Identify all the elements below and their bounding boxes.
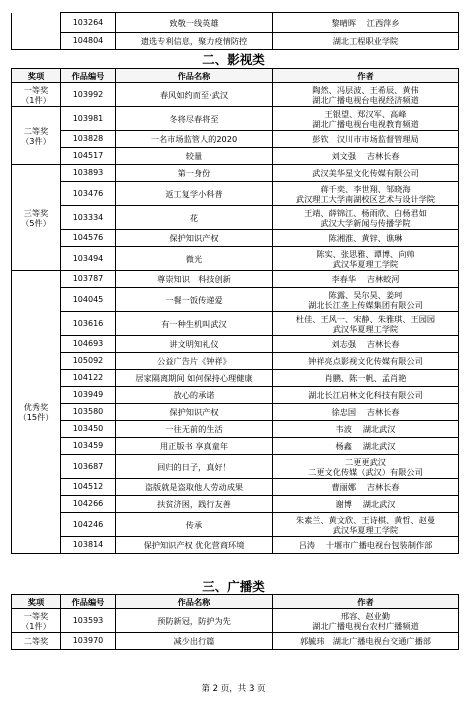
- section-title-radio: 三、广播类: [202, 579, 265, 594]
- table-row: [12, 182, 459, 206]
- work-id-cell: 104804: [61, 33, 116, 50]
- table-row: [12, 353, 459, 370]
- title-header: 作品名称: [116, 69, 273, 83]
- table-row: [12, 455, 459, 479]
- author-cell: 陈露、吴尔昊、姜珂 湖北长江垄上传媒集团有限公司: [273, 288, 459, 312]
- work-title-cell: 盗版就是盗取他人劳动成果: [116, 479, 273, 496]
- author-cell: 彭钦 汉川市市场监督管理局: [273, 131, 459, 148]
- work-title-cell: 预防新冠，防护为先: [116, 609, 273, 633]
- table-row: [12, 513, 459, 537]
- work-title-cell: 一往无前的生活: [116, 421, 273, 438]
- author-cell: 黎晴晖 江西萍乡: [273, 13, 459, 33]
- author-cell: 王靖、薛锦江、杨雨欣、白杨君如 武汉大学新闻与传播学院: [273, 206, 459, 230]
- work-title-cell: 回归的日子，真好！: [116, 455, 273, 479]
- award-cell: 一等奖 （1件）: [12, 83, 61, 107]
- author-cell: 王银望、郑汉军、高峰 湖北广播电视台电视教育频道: [273, 107, 459, 131]
- author-cell: 湖北工程职业学院: [273, 33, 459, 50]
- work-id-cell: 103981: [61, 107, 116, 131]
- work-id-cell: 103264: [61, 13, 116, 33]
- table-row: [12, 370, 459, 387]
- work-id-cell: 104512: [61, 479, 116, 496]
- author-cell: 刘文强 吉林长春: [273, 148, 459, 165]
- work-title-cell: 讲文明知礼仪: [116, 336, 273, 353]
- work-id-cell: 103893: [61, 165, 116, 182]
- author-header: 作者: [273, 69, 459, 83]
- table-row: [12, 479, 459, 496]
- author-cell: 陈实、张思雅、谭博、向帅 武汉华夏理工学院: [273, 247, 459, 271]
- work-id-cell: 104693: [61, 336, 116, 353]
- work-id-cell: 103334: [61, 206, 116, 230]
- work-id-cell: 103459: [61, 438, 116, 455]
- award-header: 奖项: [12, 595, 61, 609]
- award-cell: 优秀奖 （15件）: [12, 271, 61, 554]
- work-title-cell: 花: [116, 206, 273, 230]
- work-title-cell: 扶贫济困，践行友善: [116, 496, 273, 513]
- work-id-cell: 104122: [61, 370, 116, 387]
- table-row: [12, 537, 459, 554]
- work-id-cell: 103970: [61, 633, 116, 650]
- work-title-cell: 一名市场监管人的2020: [116, 131, 273, 148]
- award-header: 奖项: [12, 69, 61, 83]
- author-cell: 韦波 湖北武汉: [273, 421, 459, 438]
- author-cell: 二更更武汉 二更文化传媒（武汉）有限公司: [273, 455, 459, 479]
- work-title-cell: 放心的承诺: [116, 387, 273, 404]
- work-title-cell: 遗选专利信息，聚力疫情防控: [116, 33, 273, 50]
- author-cell: 曹丽娜 吉林长春: [273, 479, 459, 496]
- author-cell: 谢博 湖北武汉: [273, 496, 459, 513]
- table-row: [12, 165, 459, 182]
- table-row: [12, 609, 459, 633]
- author-cell: 郭毓玮 湖北广播电视台交通广播部: [273, 633, 459, 650]
- film-awards-table: [11, 68, 459, 554]
- table-header-row: [12, 595, 459, 609]
- author-cell: 徐忠国 吉林长春: [273, 404, 459, 421]
- table-row: [12, 230, 459, 247]
- author-cell: 邢容、赵业勤 湖北广播电视台农村广播频道: [273, 609, 459, 633]
- work-title-cell: 传承: [116, 513, 273, 537]
- author-cell: 吕涛 十堰市广播电视台包装制作部: [273, 537, 459, 554]
- work-title-cell: 冬将尽春将至: [116, 107, 273, 131]
- author-cell: 杨鑫 湖北武汉: [273, 438, 459, 455]
- table-row: [12, 107, 459, 131]
- work-id-cell: 103992: [61, 83, 116, 107]
- work-id-cell: 104246: [61, 513, 116, 537]
- work-title-cell: 公益广告片《钟祥》: [116, 353, 273, 370]
- work-title-cell: 微光: [116, 247, 273, 271]
- author-cell: 杜佳、王风一、宋静、朱雅琪、王园园 武汉华夏理工学院: [273, 312, 459, 336]
- work-title-cell: 用正版书 享真童年: [116, 438, 273, 455]
- work-id-cell: 104517: [61, 148, 116, 165]
- work-id-cell: 103687: [61, 455, 116, 479]
- work-id-cell: 104576: [61, 230, 116, 247]
- table-row: [12, 438, 459, 455]
- work-title-cell: 较量: [116, 148, 273, 165]
- author-cell: 钟祥亮点影视文化传媒有限公司: [273, 353, 459, 370]
- work-title-cell: 春风如约而至·武汉: [116, 83, 273, 107]
- award-cell: 二等奖 （3件）: [12, 107, 61, 165]
- award-cell: [12, 13, 61, 50]
- author-cell: 湖北长江启林文化科技有限公司: [273, 387, 459, 404]
- author-cell: 武汉美华星文化传媒有限公司: [273, 165, 459, 182]
- work-title-cell: 一餐一饭传递爱: [116, 288, 273, 312]
- table-row: [12, 633, 459, 650]
- table-row: [12, 148, 459, 165]
- award-cell: 三等奖 （5件）: [12, 165, 61, 271]
- author-cell: 陈湘淮、黄锌、谯琳: [273, 230, 459, 247]
- table-row: [12, 247, 459, 271]
- author-cell: 刘志强 吉林长春: [273, 336, 459, 353]
- author-header: 作者: [273, 595, 459, 609]
- table-row: [12, 131, 459, 148]
- work-id-cell: 105092: [61, 353, 116, 370]
- work-title-cell: 有一种生机叫武汉: [116, 312, 273, 336]
- table-row: [12, 288, 459, 312]
- work-title-cell: 致敬一线英雄: [116, 13, 273, 33]
- table-row: [12, 404, 459, 421]
- work-id-cell: 103494: [61, 247, 116, 271]
- work-id-cell: 103828: [61, 131, 116, 148]
- id-header: 作品编号: [61, 69, 116, 83]
- work-id-cell: 103580: [61, 404, 116, 421]
- work-id-cell: 103787: [61, 271, 116, 288]
- work-id-cell: 103476: [61, 182, 116, 206]
- author-cell: 李春华 吉林蛟河: [273, 271, 459, 288]
- table-row: [12, 336, 459, 353]
- table-row: [12, 387, 459, 404]
- title-header: 作品名称: [116, 595, 273, 609]
- work-title-cell: 尊崇知识 科技创新: [116, 271, 273, 288]
- work-title-cell: 减少出行篇: [116, 633, 273, 650]
- table-row: [12, 421, 459, 438]
- table-row: [12, 312, 459, 336]
- work-title-cell: 保护知识产权: [116, 404, 273, 421]
- table-row: [12, 496, 459, 513]
- work-id-cell: 103593: [61, 609, 116, 633]
- work-id-cell: 104266: [61, 496, 116, 513]
- work-id-cell: 103450: [61, 421, 116, 438]
- section-title-film: 二、影视类: [202, 52, 265, 67]
- work-title-cell: 保护知识产权: [116, 230, 273, 247]
- work-title-cell: 保护知识产权 优化营商环境: [116, 537, 273, 554]
- radio-awards-table: [11, 594, 459, 650]
- page-footer: 第 2 页，共 3 页: [201, 684, 266, 694]
- author-cell: 陶然、冯层波、王希辰、黄伟 湖北广播电视台电视经济频道: [273, 83, 459, 107]
- work-title-cell: 第一身份: [116, 165, 273, 182]
- work-id-cell: 104045: [61, 288, 116, 312]
- work-id-cell: 103949: [61, 387, 116, 404]
- work-id-cell: 103616: [61, 312, 116, 336]
- id-header: 作品编号: [61, 595, 116, 609]
- table-row: [12, 271, 459, 288]
- award-cell: 二等奖: [12, 633, 61, 650]
- work-title-cell: 居家隔离期间 如何保持心理健康: [116, 370, 273, 387]
- author-cell: 肖鹏、陈一帆、孟肖艳: [273, 370, 459, 387]
- continued-table: [11, 12, 459, 50]
- author-cell: 朱素兰、黄文欣、王诗棋、黄哲、赵曼 武汉华夏理工学院: [273, 513, 459, 537]
- author-cell: 蒋千奕、李世翔、邹晓海 武汉理工大学南湖校区艺术与设计学院: [273, 182, 459, 206]
- table-row: [12, 83, 459, 107]
- work-id-cell: 103814: [61, 537, 116, 554]
- award-cell: 一等奖 （1件）: [12, 609, 61, 633]
- work-title-cell: 返工复学小科普: [116, 182, 273, 206]
- table-header-row: [12, 69, 459, 83]
- table-row: [12, 206, 459, 230]
